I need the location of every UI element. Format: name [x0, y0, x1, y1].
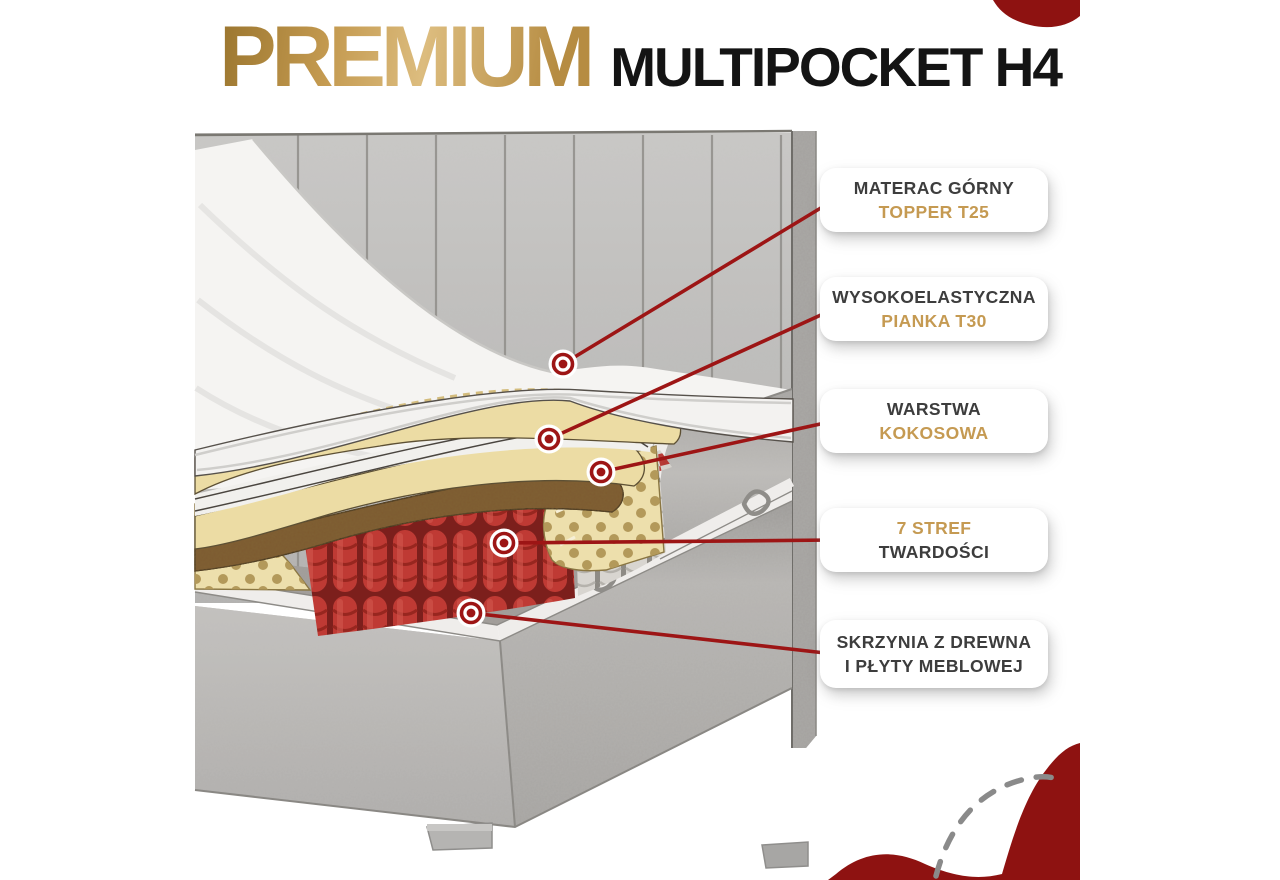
layer-marker-icon — [535, 425, 564, 454]
callout-line: WARSTWA — [886, 398, 982, 419]
callout-line: TWARDOŚCI — [878, 542, 990, 562]
layer-marker-icon — [587, 458, 616, 487]
callout-label-box — [820, 620, 1048, 688]
callout-line: PIANKA T30 — [881, 311, 987, 331]
callout-line: KOKOSOWA — [879, 423, 989, 443]
callout-line: SKRZYNIA Z DREWNA — [836, 631, 1032, 652]
page-title — [0, 9, 1280, 105]
box-front-face — [195, 606, 515, 827]
box-foot-rear — [762, 842, 808, 868]
model-title: MULTIPOCKET H4 — [610, 36, 1061, 98]
layer-marker-icon — [549, 350, 578, 379]
callout-line: MATERAC GÓRNY — [853, 177, 1015, 198]
callout-line: TOPPER T25 — [878, 202, 990, 222]
callout-line: WYSOKOELASTYCZNA — [832, 286, 1036, 307]
layer-marker-icon — [457, 599, 486, 628]
callout-label-zones — [820, 508, 1048, 572]
callout-label-coconut — [820, 389, 1048, 453]
layer-marker-icon — [490, 529, 519, 558]
callout-line: I PŁYTY MEBLOWEJ — [844, 656, 1024, 676]
callout-label-topper — [820, 168, 1048, 232]
callout-label-foam-t30 — [820, 277, 1048, 341]
callout-line: 7 STREF — [896, 517, 972, 538]
brand-title: PREMIUM — [219, 9, 591, 105]
decorative-blob-bottom-right — [828, 743, 1080, 880]
